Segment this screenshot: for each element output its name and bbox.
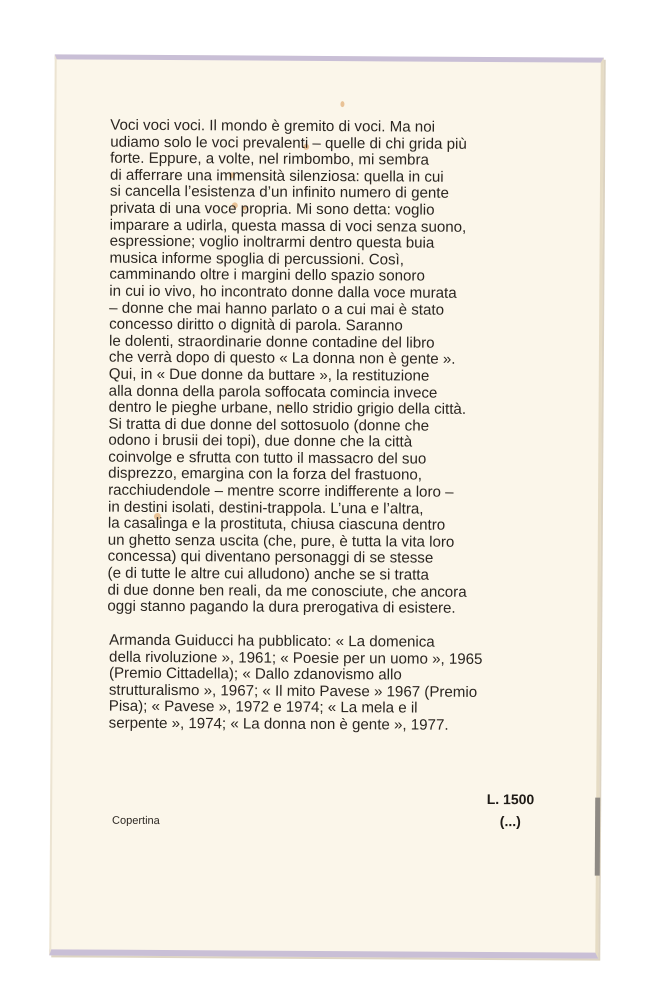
stain-mark [340,101,344,107]
cover-credit: Copertina [112,814,160,827]
spine-edge [595,798,600,876]
price-note: (...) [499,813,521,830]
blurb-text: Voci voci voci. Il mondo è gremito di voci. Ma noi udiamo solo le voci prevalenti – quelle di chi grida più forte. Eppure, a volte, nel rimbombo, mi sembra di afferrare una immensità silenziosa: quella in cui si cancella l’esistenza d’un infinito numero di gente privata di una voce propria. Mi sono detta: voglio imparare a udirla, questa massa di voci senza suono, espressione; voglio inoltrarmi dentro questa buia musica informe spoglia di percussioni. Così, camminando oltre i margini dello spazio sonoro in cui io vivo, ho incontrato donne dalla voce murata – donne che mai hanno parlato o a cui mai è stato concesso diritto o dignità di parola. Saranno le dolenti, straordinarie donne contadine del libro che verrà dopo di questo « La donna non è gente ». Qui, in « Due donne da buttare », la restituzione alla donna della parola soffocata comincia invece dentro le pieghe urbane, nello stridio grigio della città. Si tratta di due donne del sottosuolo (donne che odono i brusii dei topi), due donne che la città coinvolge e sfrutta con tutto il massacro del suo disprezzo, emargina con la forza del frastuono, racchiudendole – mentre scorre indifferente a loro – in destini isolati, destini-trappola. L’una e l’altra, la casalinga e la prostituta, chiusa ciascuna dentro un ghetto senza uscita (che, pure, è tutta la vita loro concessa) qui diventano personaggi di se stesse (e di tutte le altre cui alludono) anche se si tratta di due donne ben reali, da me conosciute, che ancora oggi stanno pagando la dura prerogativa di esistere. [107,116,467,618]
price-label: L. 1500 [486,790,535,808]
price-block [487,788,535,832]
book-back-cover [49,54,603,958]
author-bibliography: Armanda Guiducci ha pubblicato: « La domenica della rivoluzione », 1961; « Poesie per un uomo », 1965 (Premio Cittadella); « Dallo zdanovismo allo strutturalismo », 1967; « Il mito Pavese » 1967 (Premio Pisa); « Pavese », 1972 e 1974; « La mela e il serpente », 1974; « La donna non è gente », 1977. [108,631,483,734]
